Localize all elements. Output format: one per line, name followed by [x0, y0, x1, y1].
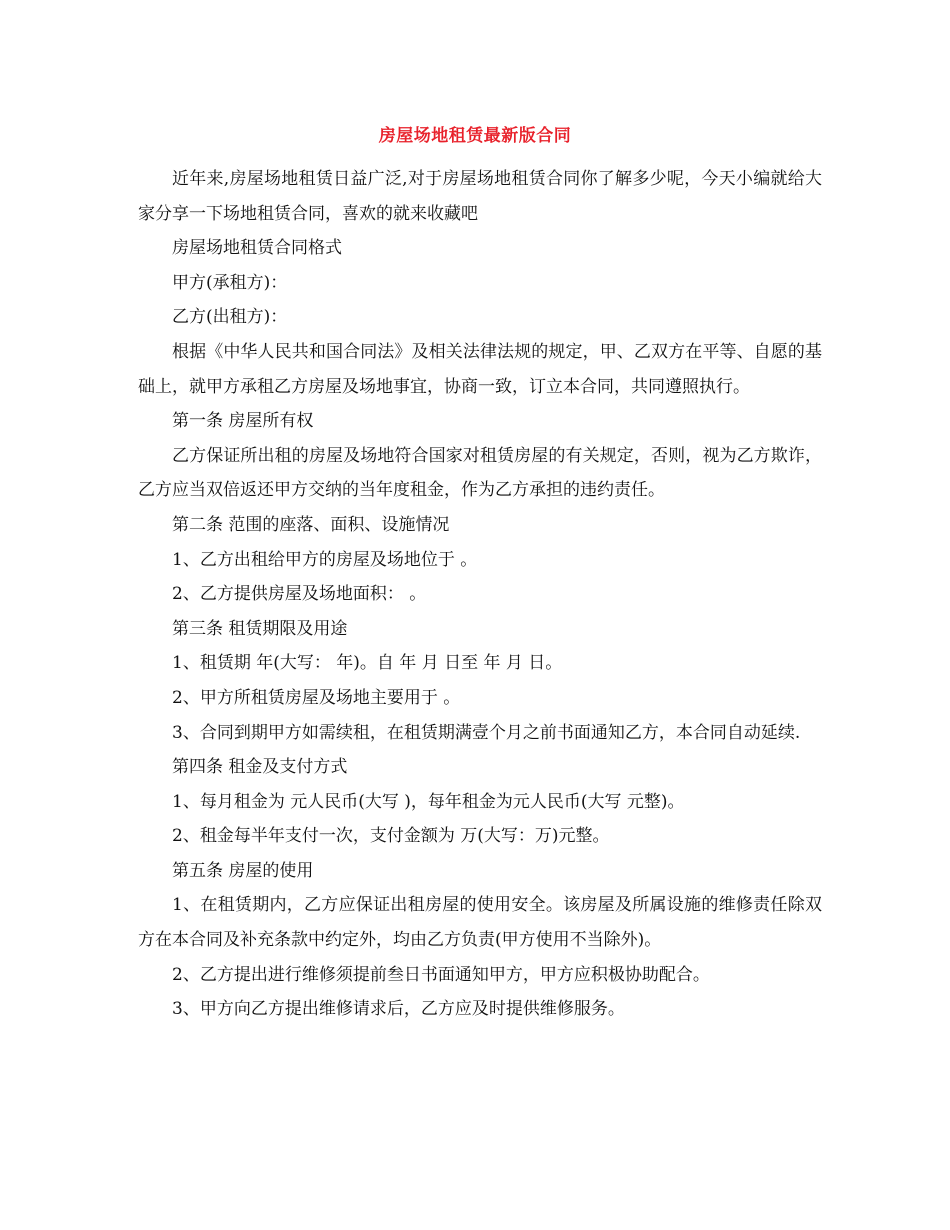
paragraph: 根据《中华人民共和国合同法》及相关法律法规的规定，甲、乙双方在平等、自愿的基础上，就甲方承租乙方房屋及场地事宜，协商一致，订立本合同，共同遵照执行。	[138, 341, 822, 397]
section-heading: 第三条 租赁期限及用途	[172, 618, 348, 639]
section-heading: 第四条 租金及支付方式	[172, 757, 348, 778]
section-heading: 第二条 范围的座落、面积、设施情况	[172, 514, 450, 535]
section-heading: 第五条 房屋的使用	[172, 860, 314, 881]
paragraph: 2、乙方提出进行维修须提前叁日书面通知甲方，甲方应积极协助配合。	[172, 964, 710, 985]
paragraph: 3、甲方向乙方提出维修请求后，乙方应及时提供维修服务。	[172, 999, 625, 1020]
paragraph: 房屋场地租赁合同格式	[172, 238, 342, 259]
paragraph: 2、租金每半年支付一次，支付金额为 万(大写：万)元整。	[172, 826, 610, 847]
paragraph: 近年来,房屋场地租赁日益广泛,对于房屋场地租赁合同你了解多少呢，今天小编就给大家分享一下场地租赁合同，喜欢的就来收藏吧	[138, 169, 822, 224]
paragraph: 2、甲方所租赁房屋及场地主要用于 。	[172, 687, 461, 708]
document-title: 房屋场地租赁最新版合同	[378, 126, 572, 146]
paragraph: 1、每月租金为 元人民币(大写 )，每年租金为元人民币(大写 元整)。	[172, 791, 685, 812]
paragraph: 甲方(承租方)：	[172, 272, 288, 293]
paragraph: 1、租赁期 年(大写： 年)。自 年 月 日至 年 月 日。	[172, 653, 563, 674]
paragraph: 2、乙方提供房屋及场地面积： 。	[172, 584, 427, 605]
paragraph: 1、在租赁期内，乙方应保证出租房屋的使用安全。该房屋及所属设施的维修责任除双方在本合同及补充条款中约定外，均由乙方负责(甲方使用不当除外)。	[138, 895, 822, 951]
paragraph: 3、合同到期甲方如需续租，在租赁期满壹个月之前书面通知乙方，本合同自动延续.	[172, 722, 801, 743]
section-heading: 第一条 房屋所有权	[172, 411, 314, 432]
paragraph: 乙方(出租方)：	[172, 307, 288, 328]
document-body	[138, 162, 822, 1027]
paragraph: 乙方保证所出租的房屋及场地符合国家对租赁房屋的有关规定，否则，视为乙方欺诈，乙方应当双倍返还甲方交纳的当年度租金，作为乙方承担的违约责任。	[138, 445, 822, 501]
paragraph: 1、乙方出租给甲方的房屋及场地位于 。	[172, 549, 478, 570]
